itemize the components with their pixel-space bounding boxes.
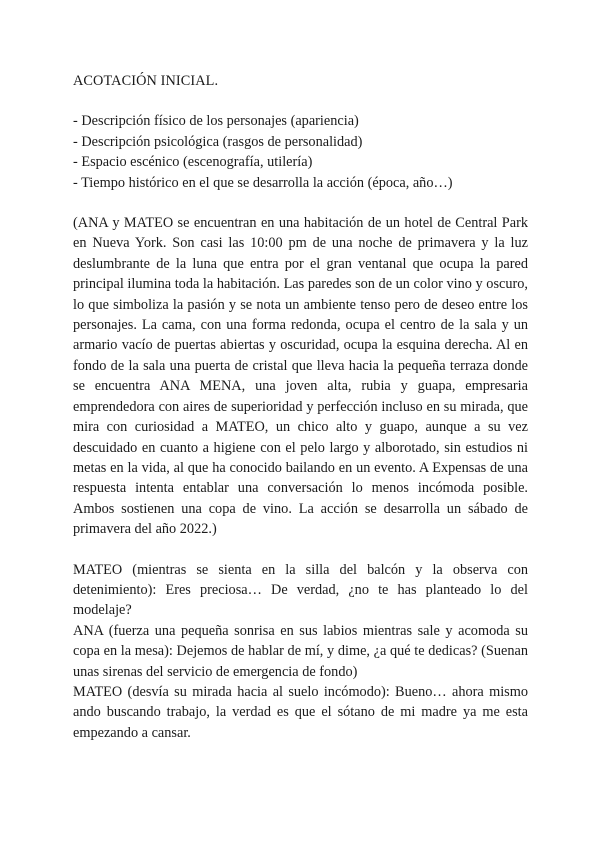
outline-item: - Tiempo histórico en el que se desarrolla la acción (época, año…) xyxy=(73,174,453,191)
outline-item: - Descripción psicológica (rasgos de personalidad) xyxy=(73,133,363,150)
outline-item: - Espacio escénico (escenografía, utilería) xyxy=(73,154,313,171)
dialogue-line-ana: ANA (fuerza una pequeña sonrisa en sus labios mientras sale y acomoda su copa en la mesa): Dejemos de hablar de mí, y dime, ¿a qué te dedicas? (Suenan unas sirenas del servicio de emergencia de fondo) xyxy=(73,622,528,680)
outline-list xyxy=(73,111,528,193)
stage-direction-paragraph: (ANA y MATEO se encuentran en una habitación de un hotel de Central Park en Nueva York. Son casi las 10:00 pm de una noche de primavera y la luz deslumbrante de la luna que entra por el gran ventanal que ocupa la pared principal ilumina toda la habitación. Las paredes son de un color vino y oscuro, lo que simboliza la pasión y se nota un ambiente tenso pero de deseo entre los personajes. La cama, con una forma redonda, ocupa el centro de la sala y un armario vacío de puertas abiertas y oscuridad, ocupa la esquina derecha. Al en fondo de la sala una puerta de cristal que lleva hacia la pequeña terraza donde se encuentra ANA MENA, una joven alta, rubia y guapa, empresaria emprendedora con aires de superioridad y perfección incluso en su mirada, que mira con curiosidad a MATEO, un chico alto y guapo, aunque a su vez descuidado en cuanto a higiene con el pelo largo y alborotado, sin estudios ni metas en la vida, al que ha conocido bailando en un evento. A Expensas de una respuesta intenta entablar una conversación lo menos incómoda posible. Ambos sostienen una copa de vino. La acción se desarrolla un sábado de primavera del año 2022.) xyxy=(73,215,528,538)
dialogue-line-mateo: MATEO (mientras se sienta en la silla del balcón y la observa con detenimiento): Eres preciosa… De verdad, ¿no te has planteado lo del modelaje? xyxy=(73,561,528,619)
document-body xyxy=(73,71,528,743)
dialogue-section xyxy=(73,560,528,744)
outline-item: - Descripción físico de los personajes (apariencia) xyxy=(73,113,359,130)
document-heading: ACOTACIÓN INICIAL. xyxy=(73,73,219,89)
dialogue-line-mateo: MATEO (desvía su mirada hacia al suelo incómodo): Bueno… ahora mismo ando buscando trabajo, la verdad es que el sótano de mi madre ya me esta empezando a cansar. xyxy=(73,683,528,741)
